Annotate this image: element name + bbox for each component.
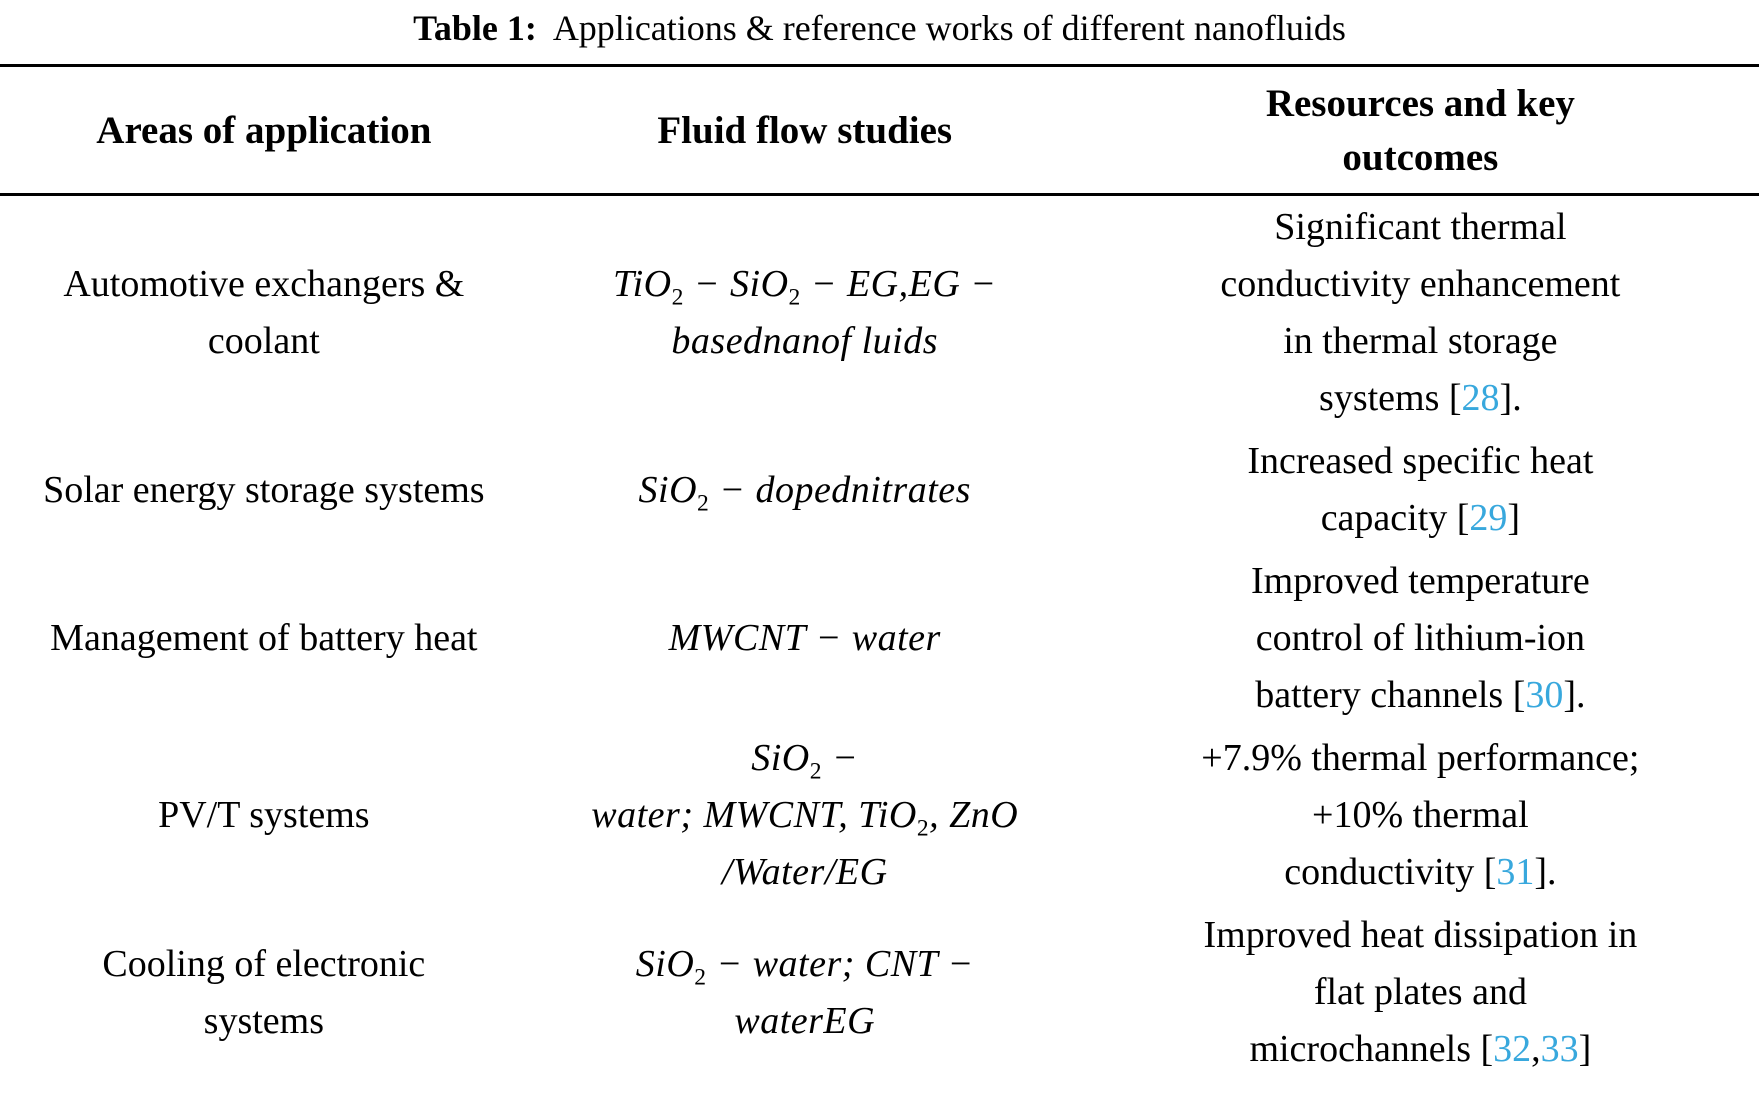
text-line: flat plates and [1313,971,1527,1013]
text-line: SiO$_2$ − [751,737,859,785]
text-line: Solar energy storage systems [43,468,485,511]
text-line: Significant thermal [1274,206,1567,248]
text-line: in thermal storage [1283,320,1558,362]
table-caption [0,0,1759,50]
citation-32[interactable]: 32 [1493,1028,1532,1070]
text-line: conductivity [31]. [1284,851,1557,893]
cell-fluid-flow-studies [528,550,1082,727]
text-line: /Water/EG [721,851,888,893]
table-caption-text: Applications & reference works of different nanofluids [552,8,1346,48]
text-line: SiO$_2$ − water; CNT − [635,942,974,991]
text-line: Improved temperature [1251,560,1590,602]
cell-area-of-application [0,430,528,550]
cell-fluid-flow-studies [528,430,1082,550]
text-line: conductivity enhancement [1220,263,1621,305]
cell-fluid-flow-studies [528,904,1082,1099]
text-line: microchannels [32,33] [1249,1028,1592,1070]
text-line: systems [203,999,325,1042]
text-line: Cooling of electronic [102,942,426,985]
citation-29[interactable]: 29 [1469,497,1508,539]
table-caption-label: Table 1: [413,8,537,48]
text-line: systems [28]. [1319,377,1522,419]
cell-resources-outcomes [1082,904,1759,1099]
cell-resources-outcomes [1082,727,1759,904]
cell-area-of-application [0,550,528,727]
table-header-row [0,66,1759,195]
text-line: PV/T systems [158,794,370,836]
text-line: Improved heat dissipation in [1203,914,1638,956]
text-line: waterEG [734,999,876,1042]
text-line: Areas of application [96,109,432,152]
text-line: +10% thermal [1312,794,1529,836]
nanofluids-table [0,64,1759,1099]
header-resources [1082,66,1759,195]
text-line: TiO$_2$ − SiO$_2$ − EG,EG − [613,263,997,311]
cell-resources-outcomes [1082,195,1759,431]
table-row [0,904,1759,1099]
table-row [0,727,1759,904]
text-line: Automotive exchangers & [63,263,465,305]
citation-33[interactable]: 33 [1540,1028,1579,1070]
header-fluid [528,66,1082,195]
text-line: outcomes [1342,136,1499,179]
citation-28[interactable]: 28 [1461,377,1500,419]
cell-area-of-application [0,195,528,431]
text-line: Resources and key [1265,82,1575,125]
table-row [0,430,1759,550]
text-line: capacity [29] [1320,497,1521,539]
cell-resources-outcomes [1082,430,1759,550]
text-line: battery channels [30]. [1255,674,1586,716]
text-line: SiO$_2$ − dopednitrates [638,468,971,517]
table-row [0,195,1759,431]
text-line: water; MWCNT, TiO$_2$, ZnO [591,794,1019,842]
text-line: MWCNT − water [668,617,941,659]
citation-31[interactable]: 31 [1496,851,1535,893]
text-line: Increased specific heat [1247,440,1594,482]
table-body [0,195,1759,1099]
cell-fluid-flow-studies [528,195,1082,431]
cell-fluid-flow-studies [528,727,1082,904]
cell-area-of-application [0,904,528,1099]
text-line: Fluid flow studies [657,109,953,152]
cell-area-of-application [0,727,528,904]
text-line: Management of battery heat [50,617,478,659]
citation-30[interactable]: 30 [1525,674,1564,716]
table-row [0,550,1759,727]
text-line: basednanof luids [671,320,939,362]
text-line: +7.9% thermal performance; [1201,737,1640,779]
text-line: coolant [207,320,320,362]
text-line: control of lithium-ion [1255,617,1586,659]
header-areas [0,66,528,195]
cell-resources-outcomes [1082,550,1759,727]
